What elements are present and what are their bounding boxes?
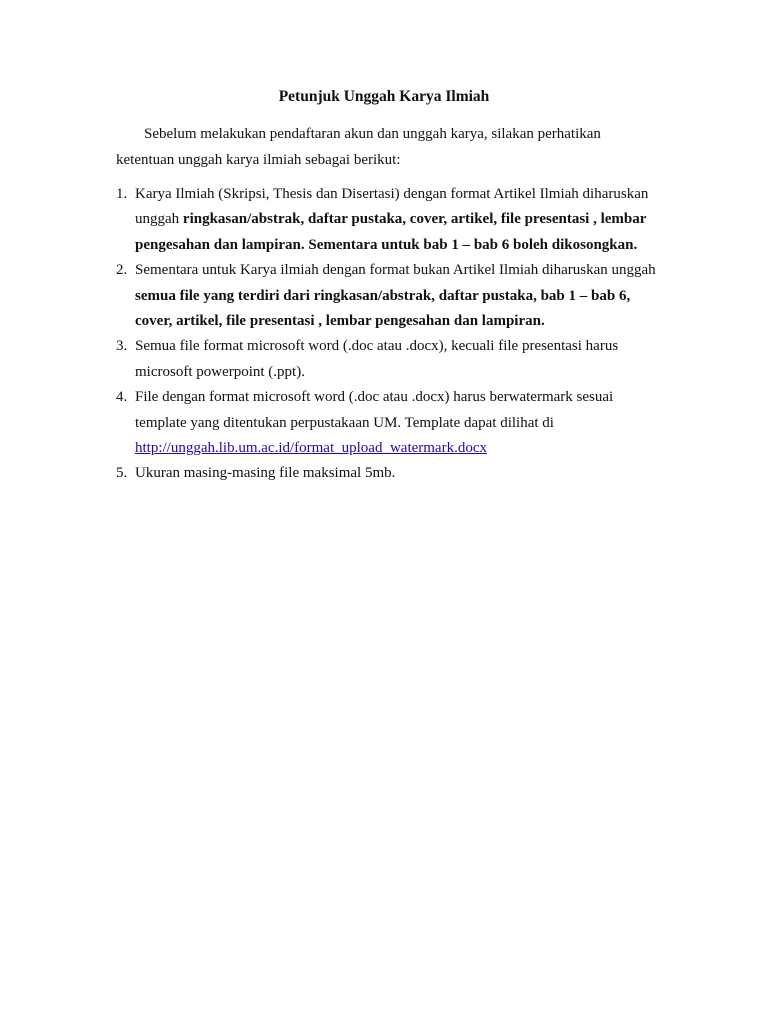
list-item-number: 1. bbox=[116, 186, 128, 202]
list-item-text: Karya Ilmiah (Skripsi, Thesis dan Disertasi) dengan format Artikel Ilmiah diharuskan unggah bbox=[135, 186, 649, 228]
intro-paragraph: Sebelum melakukan pendaftaran akun dan unggah karya, silakan perhatikan ketentuan unggah karya ilmiah sebagai berikut: bbox=[116, 126, 601, 168]
list-item-bold-text: semua file yang terdiri dari ringkasan/abstrak, daftar pustaka, bab 1 – bab 6, cover, artikel, file presentasi , lembar pengesahan dan lampiran. bbox=[135, 287, 631, 330]
document-title: Petunjuk Unggah Karya Ilmiah bbox=[278, 88, 490, 105]
list-item bbox=[116, 258, 668, 334]
list-item bbox=[116, 182, 668, 258]
list-item-text: Semua file format microsoft word (.doc atau .docx), kecuali file presentasi harus microsoft powerpoint (.ppt). bbox=[135, 338, 619, 380]
list-item-text: Ukuran masing-masing file maksimal 5mb. bbox=[135, 465, 396, 482]
list-item-number: 2. bbox=[116, 262, 128, 279]
list-item-number: 4. bbox=[116, 389, 128, 406]
list-item bbox=[116, 385, 668, 461]
template-download-link[interactable]: http://unggah.lib.um.ac.id/format_upload_watermark.docx bbox=[135, 440, 487, 457]
list-item bbox=[116, 334, 668, 385]
requirements-list bbox=[116, 182, 668, 487]
list-item-text: Sementara untuk Karya ilmiah dengan format bukan Artikel Ilmiah diharuskan unggah bbox=[135, 262, 656, 279]
list-item-number: 3. bbox=[116, 338, 128, 355]
list-item-bold-text: ringkasan/abstrak, daftar pustaka, cover, artikel, file presentasi , lembar pengesahan dan lampiran. Sementara untuk bab 1 – bab 6 boleh dikosongkan. bbox=[135, 211, 647, 253]
list-item-text: File dengan format microsoft word (.doc atau .docx) harus berwatermark sesuai template yang ditentukan perpustakaan UM. Template dapat dilihat di bbox=[135, 389, 614, 431]
list-item-number: 5. bbox=[116, 465, 128, 482]
list-item bbox=[116, 461, 668, 486]
